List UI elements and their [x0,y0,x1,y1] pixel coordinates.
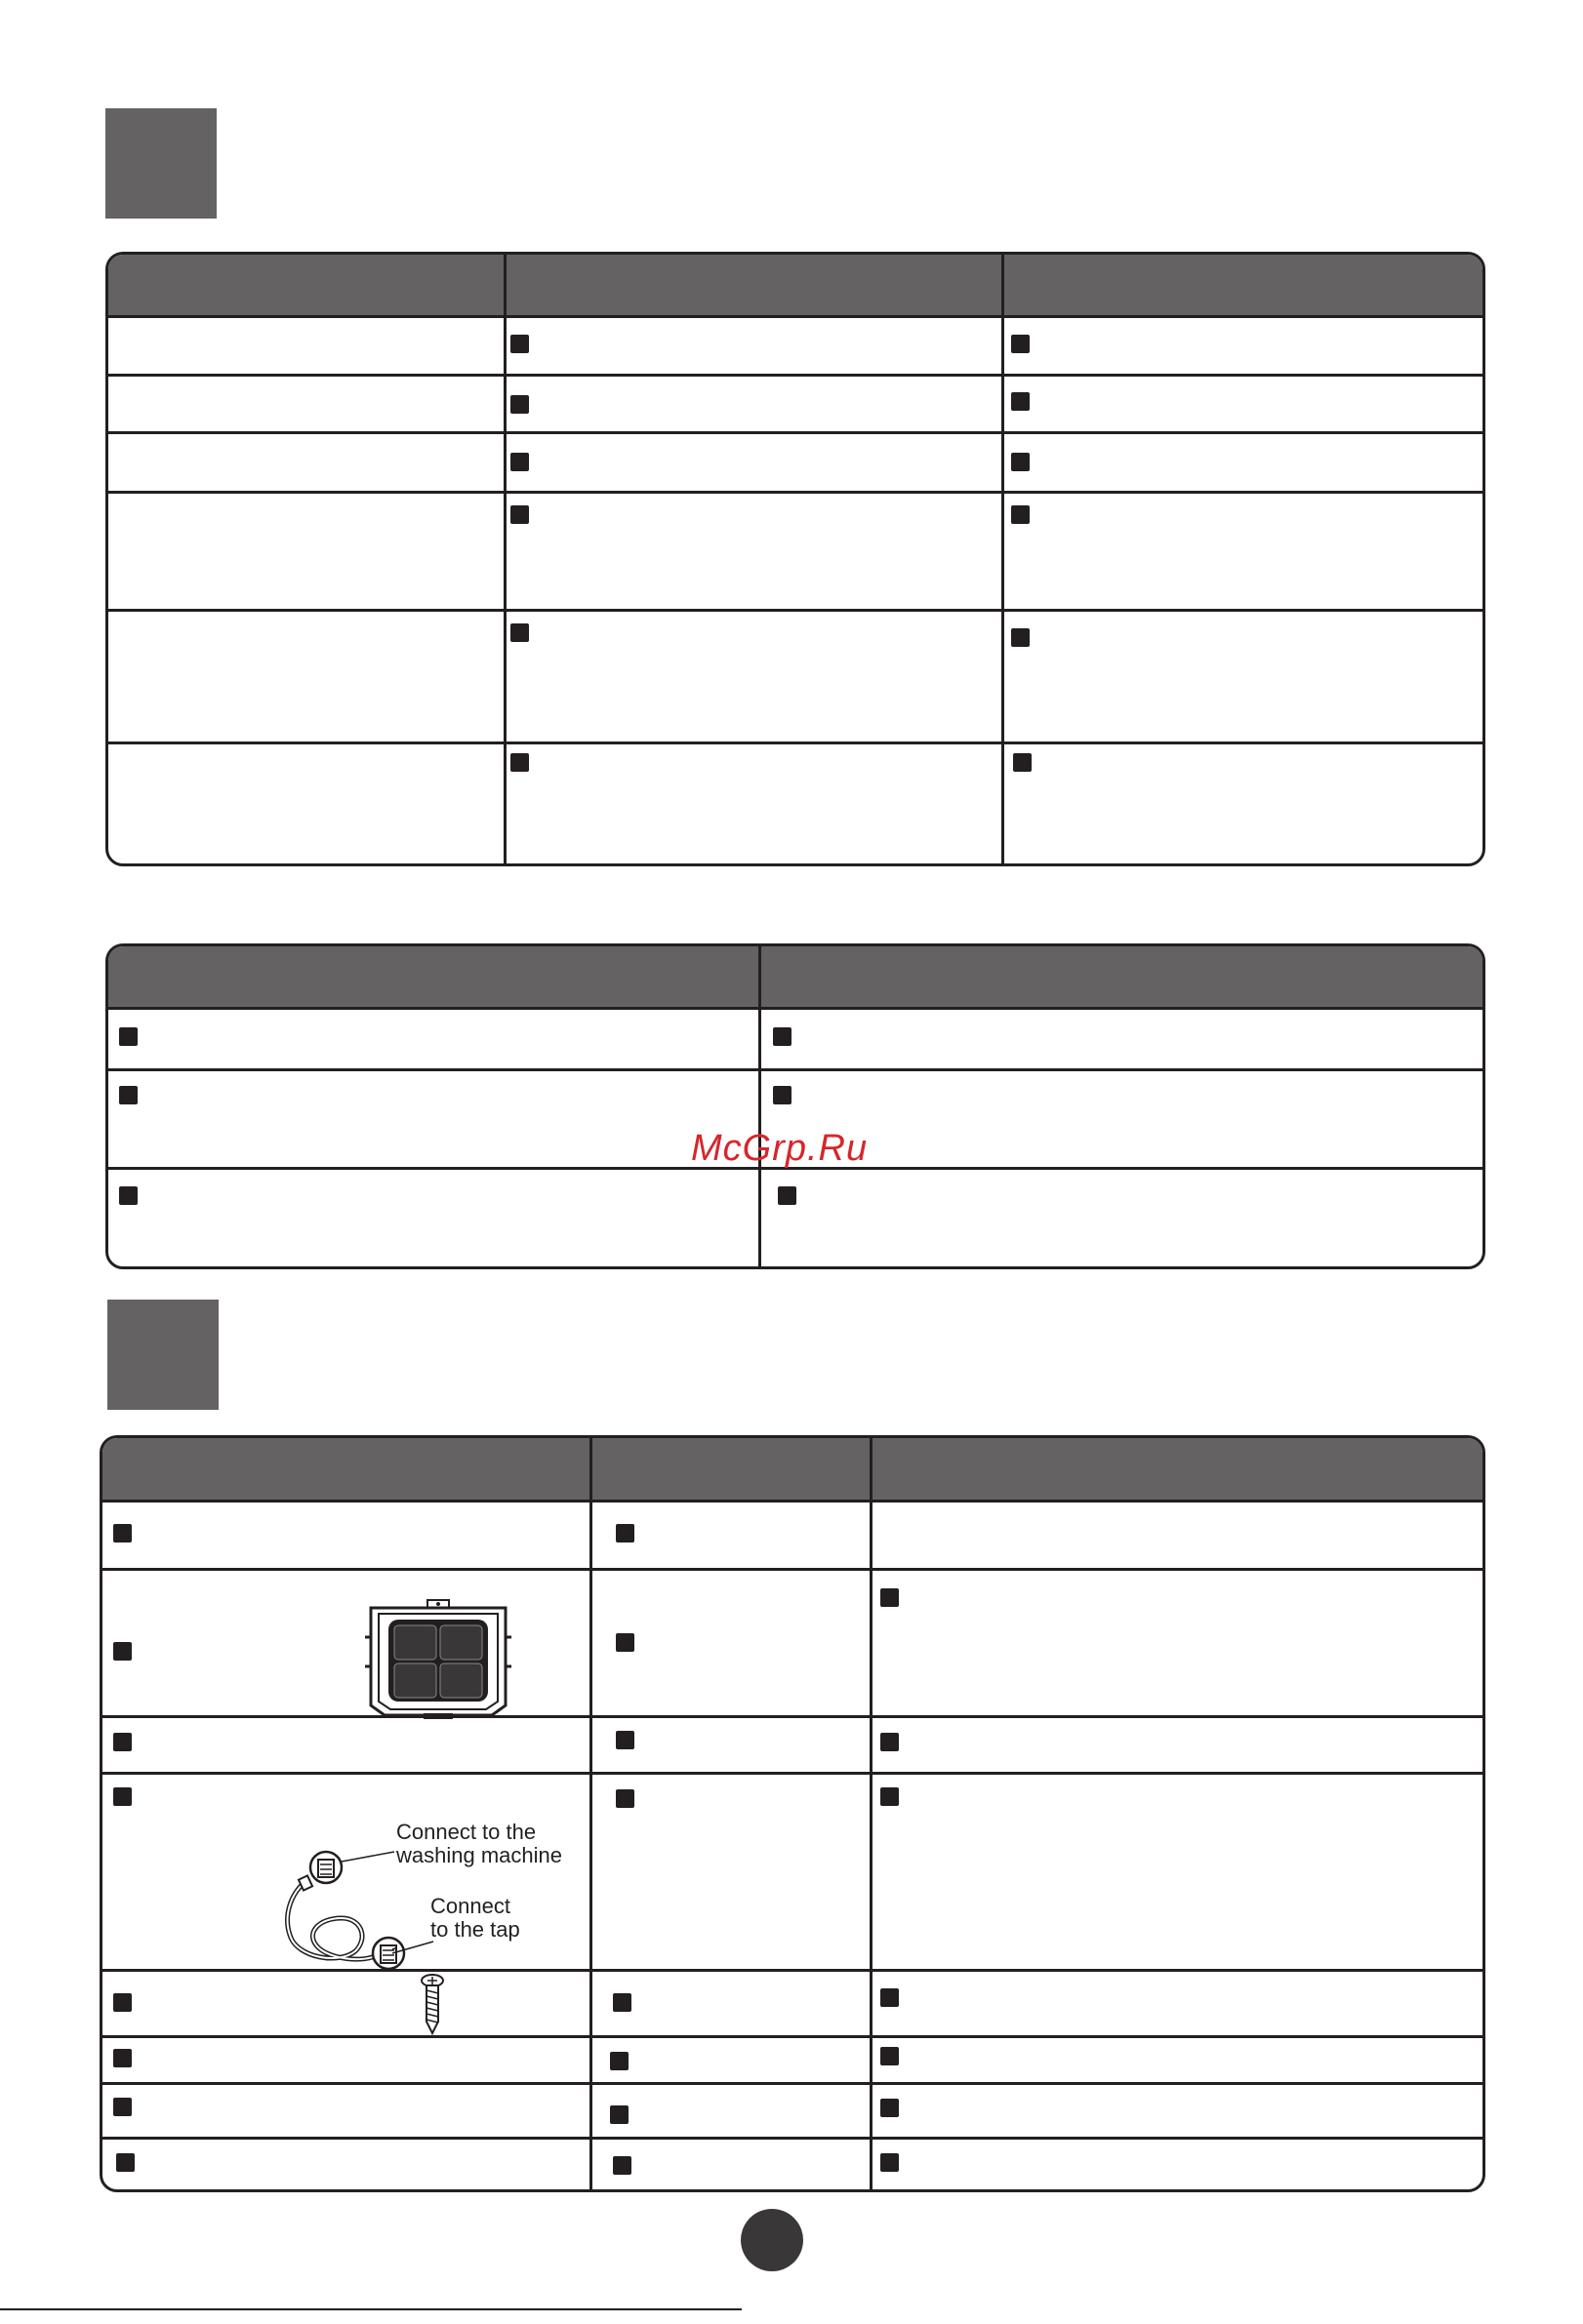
bullet-icon [113,1787,132,1806]
hose-leader-lines [338,1840,396,1957]
drain-filter-icon [365,1598,511,1723]
label-machine-line2: washing machine [396,1843,562,1867]
table-1 [105,252,1485,866]
bullet-icon [880,1733,899,1751]
bullet-icon [880,2047,899,2065]
section-2-marker [107,1300,219,1410]
bullet-icon [1011,335,1030,353]
bullet-icon [113,1524,132,1543]
watermark: McGrp.Ru [691,1128,869,1169]
label-tap-line2: to the tap [430,1917,520,1942]
bullet-icon [880,1988,899,2007]
bullet-icon [510,623,529,642]
bullet-icon [510,335,529,353]
bullet-icon [880,2099,899,2117]
bullet-icon [1011,453,1030,471]
bullet-icon [610,2052,629,2070]
screw-icon [419,1973,446,2035]
bullet-icon [510,505,529,524]
footer-rule [0,2308,742,2310]
table-3-header [102,1438,1482,1503]
bullet-icon [880,1787,899,1806]
bullet-icon [119,1027,138,1046]
bullet-icon [616,1789,634,1808]
bullet-icon [773,1027,792,1046]
table-1-header [108,255,1482,318]
label-machine-line1: Connect to the [396,1820,537,1844]
bullet-icon [113,2098,132,2116]
table-3 [100,1435,1485,2192]
bullet-icon [616,1731,634,1749]
bullet-icon [113,1733,132,1751]
bullet-icon [616,1633,634,1652]
bullet-icon [613,1993,631,2012]
bullet-icon [880,1588,899,1607]
bullet-icon [610,2105,629,2124]
label-tap-line1: Connect [430,1894,510,1918]
bullet-icon [778,1186,796,1205]
bullet-icon [1013,753,1032,772]
bullet-icon [119,1186,138,1205]
bullet-icon [773,1086,792,1104]
bullet-icon [1011,628,1030,647]
bullet-icon [510,753,529,772]
table-2 [105,943,1485,1269]
bullet-icon [880,2153,899,2172]
bullet-icon [1011,392,1030,411]
bullet-icon [1011,505,1030,524]
bullet-icon [510,395,529,414]
bullet-icon [116,2153,135,2172]
bullet-icon [510,453,529,471]
section-1-marker [105,108,217,219]
bullet-icon [113,1642,132,1661]
page-number-dot [741,2209,803,2271]
bullet-icon [113,2049,132,2067]
bullet-icon [613,2156,631,2175]
bullet-icon [113,1993,132,2012]
table-2-header [108,946,1482,1010]
bullet-icon [616,1524,634,1543]
bullet-icon [119,1086,138,1104]
